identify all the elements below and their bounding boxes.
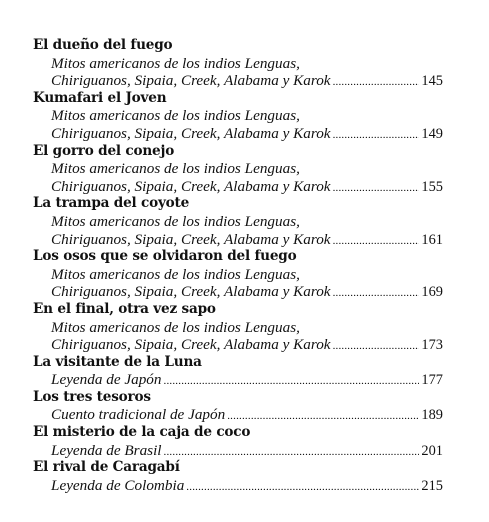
entry-source-line: Mitos americanos de los indios Lenguas, <box>51 265 300 283</box>
entry-title: El gorro del conejo <box>33 142 175 159</box>
entry-source-line-with-page <box>33 178 443 196</box>
entry-source-line-with-page <box>33 442 443 460</box>
entry-source-line: Mitos americanos de los indios Lenguas, <box>51 212 300 230</box>
page-number: 173 <box>421 337 443 354</box>
dot-leader <box>333 338 420 356</box>
entry-title: El dueño del fuego <box>33 37 173 53</box>
page-number: 161 <box>421 231 443 248</box>
entry-source-text: Chiriguanos, Sipaia, Creek, Alabama y Karok <box>51 72 331 90</box>
entry-title: En el final, otra vez sapo <box>33 300 216 317</box>
entry-title: Kumafari el Joven <box>33 89 167 106</box>
entry-title: Los osos que se olvidaron del fuego <box>33 248 297 265</box>
entry-title: La trampa del coyote <box>33 195 190 212</box>
entry-source-line-with-page <box>33 336 443 354</box>
toc-entry <box>33 301 443 354</box>
entry-source-line-with-page <box>33 72 443 90</box>
toc-entry <box>33 424 443 459</box>
page-number: 189 <box>421 407 443 424</box>
entry-source-line-with-page <box>33 125 443 143</box>
toc-entry <box>33 389 443 424</box>
page-number: 149 <box>421 125 443 142</box>
entry-source-line: Mitos americanos de los indios Lenguas, <box>51 107 300 125</box>
entry-source-text: Cuento tradicional de Japón <box>51 406 226 424</box>
entry-title: La visitante de la Luna <box>33 353 202 370</box>
dot-leader <box>333 127 420 145</box>
page-number: 155 <box>421 178 443 195</box>
toc-entry <box>33 90 443 143</box>
entry-source-line-with-page <box>33 477 443 495</box>
page-number: 169 <box>421 284 443 301</box>
toc-entry <box>33 248 443 301</box>
page-number: 215 <box>421 477 443 494</box>
entry-source-line-with-page <box>33 231 443 249</box>
dot-leader <box>333 233 420 251</box>
entry-source-line: Mitos americanos de los indios Lenguas, <box>51 54 300 72</box>
entry-source-text: Leyenda de Japón <box>51 371 162 389</box>
dot-leader <box>186 479 419 497</box>
table-of-contents <box>33 37 443 494</box>
entry-source-text: Chiriguanos, Sipaia, Creek, Alabama y Karok <box>51 283 331 301</box>
entry-title: Los tres tesoros <box>33 388 151 405</box>
entry-source-text: Leyenda de Colombia <box>51 476 185 494</box>
toc-entry <box>33 354 443 389</box>
toc-entry <box>33 195 443 248</box>
toc-entry <box>33 143 443 196</box>
dot-leader <box>333 285 420 303</box>
entry-source-line: Mitos americanos de los indios Lenguas, <box>51 160 300 178</box>
toc-entry <box>33 37 443 90</box>
entry-source-text: Leyenda de Brasil <box>51 441 162 459</box>
entry-source-line-with-page <box>33 371 443 389</box>
toc-entry <box>33 459 443 494</box>
entry-source-line-with-page <box>33 283 443 301</box>
entry-source-text: Chiriguanos, Sipaia, Creek, Alabama y Karok <box>51 177 331 195</box>
entry-source-text: Chiriguanos, Sipaia, Creek, Alabama y Karok <box>51 336 331 354</box>
dot-leader <box>164 444 420 462</box>
page-number: 145 <box>421 73 443 90</box>
entry-title: El rival de Caragabí <box>33 459 180 476</box>
page-number: 201 <box>421 442 443 459</box>
dot-leader <box>333 180 420 198</box>
dot-leader <box>227 408 419 426</box>
entry-source-text: Chiriguanos, Sipaia, Creek, Alabama y Karok <box>51 230 331 248</box>
entry-source-text: Chiriguanos, Sipaia, Creek, Alabama y Karok <box>51 124 331 142</box>
dot-leader <box>333 74 420 92</box>
page-number: 177 <box>421 372 443 389</box>
entry-source-line-with-page <box>33 406 443 424</box>
entry-source-line: Mitos americanos de los indios Lenguas, <box>51 318 300 336</box>
entry-title: El misterio de la caja de coco <box>33 424 251 441</box>
dot-leader <box>164 373 420 391</box>
